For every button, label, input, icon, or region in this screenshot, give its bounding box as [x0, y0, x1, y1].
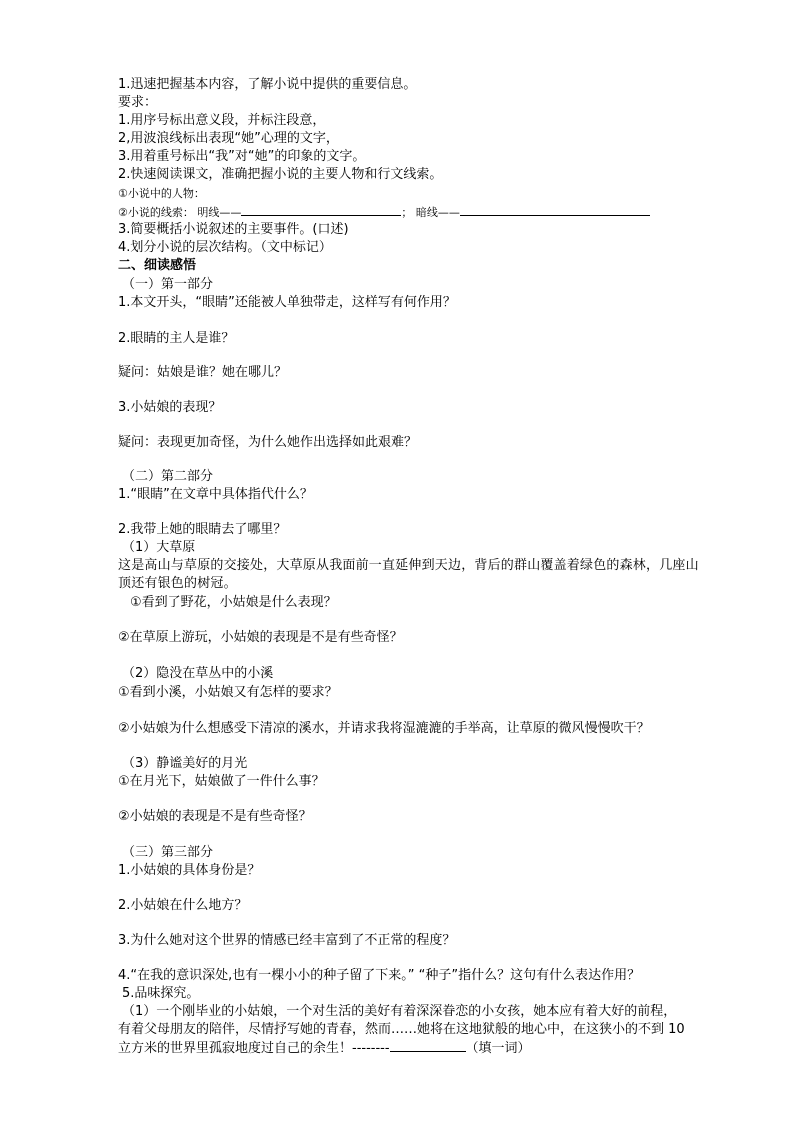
sub-1-heading: （1）大草原: [122, 540, 196, 555]
task-3: 3.简要概括小说叙述的主要事件。(口述): [118, 222, 349, 237]
clue-line: [118, 203, 650, 222]
question-1: 1.本文开头，“眼睛”还能被人单独带走，这样写有何作用？: [118, 295, 456, 310]
part-3-heading: （三）第三部分: [122, 845, 214, 860]
question-2-doubt: 疑问：姑娘是谁？她在哪儿？: [118, 365, 288, 380]
requirements-heading: 要求：: [118, 95, 158, 110]
question-6: 1.小姑娘的具体身份是？: [118, 863, 261, 878]
task-1: 1.迅速把握基本内容，了解小说中提供的重要信息。: [118, 77, 417, 92]
sub-3-question-b: ②小姑娘的表现是不是有些奇怪？: [118, 809, 312, 824]
sub-1-question-b: ②在草原上游玩，小姑娘的表现是不是有些奇怪？: [118, 630, 403, 645]
requirement-2: 2,用波浪线标出表现“她”心理的文字，: [118, 131, 339, 146]
appreciation-line-1: （1）一个刚毕业的小姑娘，一个对生活的美好有着深深眷恋的小女孩，她本应有着大好的前程，: [122, 1004, 677, 1019]
sub-2-heading: （2）隐没在草丛中的小溪: [122, 666, 274, 681]
sub-3-heading: （3）静谧美好的月光: [122, 756, 248, 771]
requirement-3: 3.用着重号标出“我”对“她”的印象的文字。: [118, 149, 366, 164]
part-2-heading: （二）第二部分: [122, 469, 214, 484]
question-9: 4.“在我的意识深处,也有一棵小小的种子留了下来。” “种子”指什么？这句有什么表达作用？: [118, 968, 641, 983]
question-2: 2.眼睛的主人是谁？: [118, 331, 235, 346]
sub-2-question-b: ②小姑娘为什么想感受下清凉的溪水，并请求我将湿漉漉的手举高，让草原的微风慢慢吹干？: [118, 721, 650, 736]
section-2-heading: 二、细读感悟: [118, 258, 197, 273]
fill-word-hint: （填一词）: [465, 1041, 531, 1056]
sub-1-question-a: ①看到了野花，小姑娘是什么表现？: [130, 595, 337, 610]
question-3: 3.小姑娘的表现？: [118, 400, 222, 415]
fill-word-blank[interactable]: [390, 1039, 466, 1052]
question-4: 1.“眼睛”在文章中具体指代什么？: [118, 487, 313, 502]
sub-3-question-a: ①在月光下，姑娘做了一件什么事？: [118, 774, 325, 789]
task-4: 4.划分小说的层次结构。（文中标记）: [118, 240, 332, 255]
characters-prompt: ①小说中的人物：: [118, 187, 205, 200]
appreciation-line-3-text: 立方米的世界里孤寂地度过自己的余生！--------: [118, 1041, 390, 1056]
clue-implicit-label: ； 暗线——: [401, 206, 460, 219]
part-1-heading: （一）第一部分: [122, 277, 214, 292]
question-7: 2.小姑娘在什么地方？: [118, 898, 248, 913]
clue-explicit-label: ②小说的线索： 明线——: [118, 206, 242, 219]
explicit-clue-blank[interactable]: [241, 203, 401, 216]
question-5: 2.我带上她的眼睛去了哪里？: [118, 522, 287, 537]
appreciation-line-2: 有着父母朋友的陪伴，尽情抒写她的青春，然而……她将在这地狱般的地心中，在这狭小的不到 10: [118, 1022, 685, 1037]
grassland-paragraph: 这是高山与草原的交接处，大草原从我面前一直延伸到天边，背后的群山覆盖着绿色的森林，几座山顶还有银色的树冠。: [118, 558, 699, 591]
task-2: 2.快速阅读课文，准确把握小说的主要人物和行文线索。: [118, 167, 443, 182]
implicit-clue-blank[interactable]: [460, 203, 650, 216]
sub-2-question-a: ①看到小溪，小姑娘又有怎样的要求？: [118, 685, 338, 700]
question-3-doubt: 疑问：表现更加奇怪，为什么她作出选择如此艰难？: [118, 435, 418, 450]
question-8: 3.为什么她对这个世界的情感已经丰富到了不正常的程度？: [118, 933, 456, 948]
requirement-1: 1.用序号标出意义段，并标注段意，: [118, 113, 326, 128]
appreciation-line-3: [118, 1039, 531, 1058]
question-10: 5.品味探究。: [122, 986, 200, 1001]
